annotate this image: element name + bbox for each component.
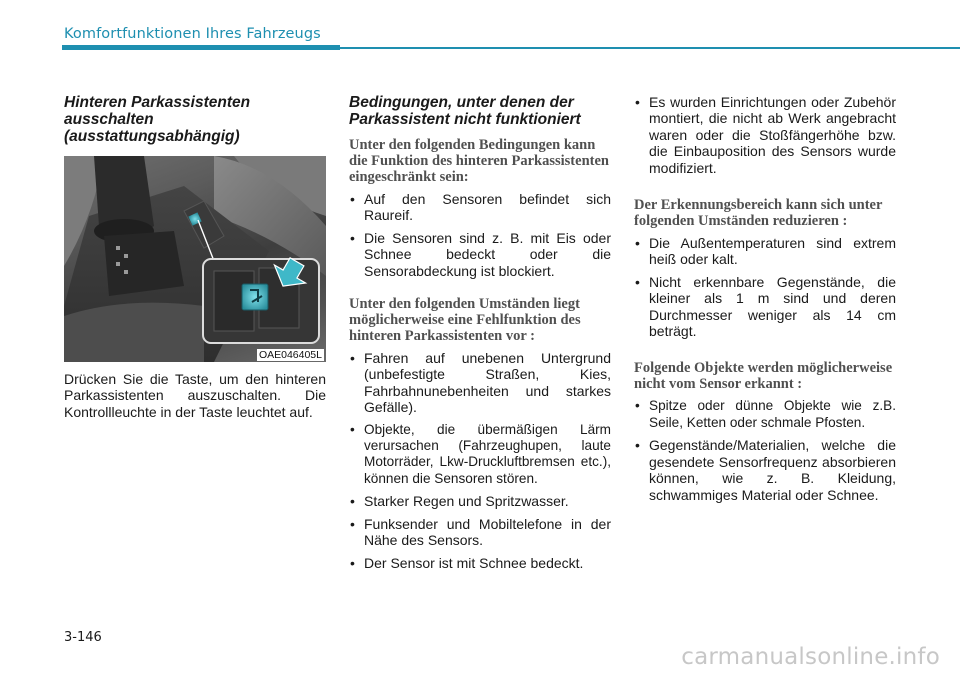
section-title-rear-park-assist-off: Hinteren Parkassistenten ausschalten (ausstattungsabhängig) <box>64 94 251 145</box>
column-right <box>634 94 896 509</box>
list-item: • Gegenstände/Materialien, welche die gesendete Sensorfrequenz absorbieren können, wie z. B. Kleidung, schwammiges Material oder Schnee. <box>634 437 896 503</box>
list-item: • Spitze oder dünne Objekte wie z.B. Seile, Ketten oder schmale Pfosten. <box>634 398 896 431</box>
subheading-detection-range: Der Erkennungsbereich kann sich unter folgenden Umständen reduzieren : <box>634 197 883 230</box>
header-rule-accent <box>62 45 340 50</box>
section-header-title: Komfortfunktionen Ihres Fahrzeugs <box>64 26 321 42</box>
figure-console-button <box>64 156 326 362</box>
list-undetected-objects <box>634 398 896 502</box>
subheading-malfunction: Unter den folgenden Umständen liegt möglicherweise eine Fehlfunktion des hinteren Parkassistenten vor : <box>349 296 581 345</box>
list-item: • Der Sensor ist mit Schnee bedeckt. <box>349 555 611 571</box>
list-item: • Objekte, die übermäßigen Lärm verursachen (Fahrzeughupen, laute Motorräder, Lkw-Druckluftbremsen etc.), können die Sensoren stören. <box>349 422 611 488</box>
list-item: • Auf den Sensoren befindet sich Raureif. <box>349 191 611 224</box>
subheading-undetected-objects: Folgende Objekte werden möglicherweise nicht vom Sensor erkannt : <box>634 360 893 393</box>
list-item: • Die Außentemperaturen sind extrem heiß oder kalt. <box>634 235 896 268</box>
subheading-limitations: Unter den folgenden Bedingungen kann die Funktion des hinteren Parkassistenten eingeschränkt sein: <box>349 137 609 185</box>
header-rule <box>340 47 960 49</box>
list-limitations <box>349 191 611 279</box>
watermark: carmanualsonline.info <box>681 644 940 670</box>
list-item: • Die Sensoren sind z. B. mit Eis oder Schnee bedeckt oder die Sensorabdeckung ist blockiert. <box>349 230 611 279</box>
console-illustration <box>64 156 326 362</box>
figure-caption: OAE046405L <box>258 349 322 361</box>
page-number: 3-146 <box>64 630 102 645</box>
list-item: • Fahren auf unebenen Untergrund (unbefestigte Straßen, Kies, Fahrbahnunebenheiten und starkes Gefälle). <box>349 350 611 416</box>
list-item: • Es wurden Einrichtungen oder Zubehör montiert, die nicht ab Werk angebracht waren oder die Stoßfängerhöhe bzw. die Einbauposition des Sensors wurde modifiziert. <box>634 94 896 176</box>
list-malfunction <box>349 350 611 571</box>
list-modifications <box>634 94 896 176</box>
list-item: • Starker Regen und Spritzwasser. <box>349 493 611 509</box>
section-title-conditions: Bedingungen, unter denen der Parkassistent nicht funktioniert <box>349 94 581 128</box>
list-detection-range <box>634 235 896 339</box>
instruction-text: Drücken Sie die Taste, um den hinteren Parkassistenten auszuschalten. Die Kontrollleuchte in der Taste leuchtet auf. <box>64 371 326 420</box>
column-left <box>64 94 326 420</box>
list-item: • Funksender und Mobiltelefone in der Nähe des Sensors. <box>349 516 611 549</box>
column-middle <box>349 94 611 577</box>
list-item: • Nicht erkennbare Gegenstände, die kleiner als 1 m sind und deren Durchmesser weniger als 14 cm beträgt. <box>634 274 896 340</box>
